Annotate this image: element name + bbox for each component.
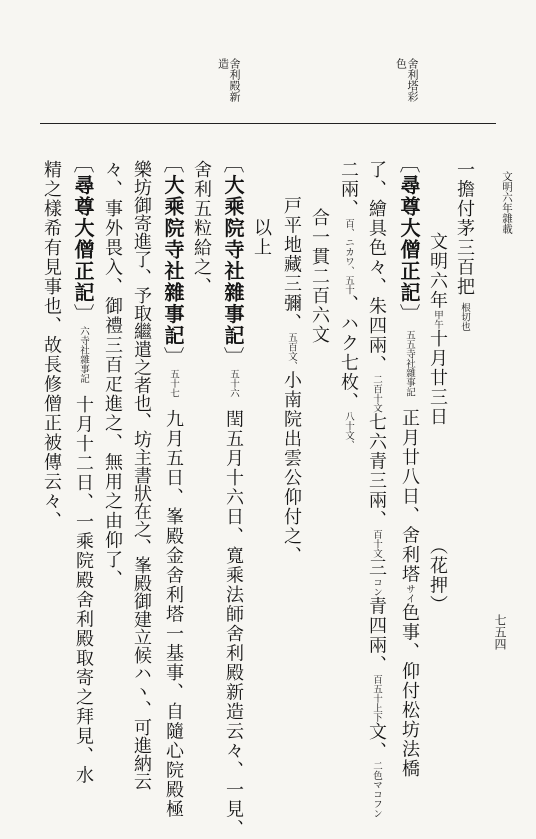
source-note: 五五寺社雜事記 xyxy=(404,330,415,397)
inline-note: 五百文、 xyxy=(286,332,297,371)
bracket-close: 〕 xyxy=(71,303,95,326)
text-column-13 xyxy=(103,160,121,589)
column-text: 色事、仰付松坊法橋 xyxy=(399,603,420,779)
headnote-stupa-coloring xyxy=(395,58,418,102)
source-title: 大乘院寺社雜事記 xyxy=(161,174,185,347)
inline-note: 二色 xyxy=(371,761,382,780)
page-number: 七五四 xyxy=(493,614,507,650)
source-note: 五十七 xyxy=(168,369,179,398)
note-char: 甲 xyxy=(432,310,443,320)
column-text: 々、事外畏入、御禮三百疋進之、無用之由仰了、 xyxy=(102,160,123,589)
kana-gloss: マコフン xyxy=(371,780,382,818)
column-text: 青四兩、 xyxy=(366,596,387,675)
text-column-7 xyxy=(282,196,300,566)
note-char: 午 xyxy=(432,319,443,329)
text-column-2 xyxy=(428,232,446,615)
text-column-10 xyxy=(192,160,210,297)
running-title: 文明六年雜載 xyxy=(501,171,513,234)
headnote-reliquary-hall xyxy=(217,58,240,102)
text-column-14 xyxy=(72,152,93,785)
bracket-open: 〔 xyxy=(161,152,185,175)
inline-note: 根切也 xyxy=(459,302,470,331)
column-text: 文、 xyxy=(366,722,387,761)
inline-note: 百五十上下 xyxy=(371,674,382,722)
kana-gloss: コン xyxy=(371,577,382,597)
column-text: 三 xyxy=(366,558,387,578)
column-text: 二兩、 xyxy=(338,160,359,219)
kaou-mark: （花押） xyxy=(427,536,448,615)
text-column-9 xyxy=(222,152,243,839)
column-text: 七 xyxy=(366,412,387,432)
column-text: 戸平地藏三彌、 xyxy=(281,196,302,333)
text-column-8 xyxy=(252,218,270,257)
column-text: 小南院出雲公仰付之、 xyxy=(281,370,302,566)
text-column-12 xyxy=(132,160,150,790)
column-text: 以上 xyxy=(251,218,272,257)
column-text: 十月廿三日 xyxy=(427,329,448,427)
bracket-open: 〔 xyxy=(71,152,95,175)
headnote-line: 舍利塔彩 xyxy=(406,58,419,102)
column-text: 九月五日、峯殿金舍利塔一基事、自隨心院殿極 xyxy=(163,409,184,819)
bracket-open: 〔 xyxy=(397,152,421,175)
headnote-line: 舍利殿新 xyxy=(228,58,241,102)
text-column-5 xyxy=(339,160,357,450)
sexagenary-note xyxy=(432,310,443,329)
text-column-11 xyxy=(162,152,183,819)
column-text: 正月廿八日、舍利塔 xyxy=(399,408,420,584)
inline-note: 百十文 xyxy=(371,529,382,558)
header-rule xyxy=(40,123,496,124)
inline-note: 二百十文 xyxy=(371,374,382,413)
source-note: 五十六 xyxy=(228,369,239,398)
column-text: 文明六年 xyxy=(427,232,448,310)
source-title: 大乘院寺社雜事記 xyxy=(221,174,245,347)
text-column-4 xyxy=(367,160,385,818)
column-text: 舍利五粒給之、 xyxy=(191,160,212,297)
headnote-line: 造 xyxy=(216,58,230,69)
bracket-open: 〔 xyxy=(221,152,245,175)
column-text: 樂坊御寄進了、予取繼遣之者也、坊主書狀在之、峯殿御建立候ハヽ、可進納云 xyxy=(131,160,152,790)
column-text: 六青三兩、 xyxy=(366,432,387,530)
source-title: 尋尊大僧正記 xyxy=(397,174,421,304)
kana-gloss: ニカワ、 xyxy=(343,237,354,276)
text-column-15 xyxy=(42,160,60,531)
headnote-line: 色 xyxy=(394,58,408,69)
text-column-1 xyxy=(455,160,473,331)
column-text: 精之樣希有見事也、故長修僧正被傳云々、 xyxy=(41,160,62,531)
source-title: 尋尊大僧正記 xyxy=(71,174,95,304)
bracket-close: 〕 xyxy=(397,303,421,326)
inline-note: 五十 xyxy=(343,275,354,295)
column-text: 合一貫二百六文 xyxy=(309,208,330,345)
column-text: 一擔付茅三百把 xyxy=(454,160,475,297)
column-text: 閏五月十六日、寬乘法師舍利殿新造云々、一見、 xyxy=(223,409,244,839)
column-text: 十月十二日、一乘院殿舍利殿取寄之拜見、水 xyxy=(73,395,94,785)
column-text: 了、繪具色々、朱四兩、 xyxy=(366,160,387,375)
column-text: 、ハク七枚、 xyxy=(338,294,359,412)
inline-note: 八十文、 xyxy=(343,411,354,450)
bracket-close: 〕 xyxy=(221,346,245,369)
text-column-6 xyxy=(310,208,328,345)
inline-note: 百、 xyxy=(343,218,354,238)
bracket-close: 〕 xyxy=(161,346,185,369)
text-column-3 xyxy=(398,152,419,779)
kana-gloss: サイ xyxy=(404,584,415,603)
source-note: 六寺社雜事記 xyxy=(78,326,89,383)
